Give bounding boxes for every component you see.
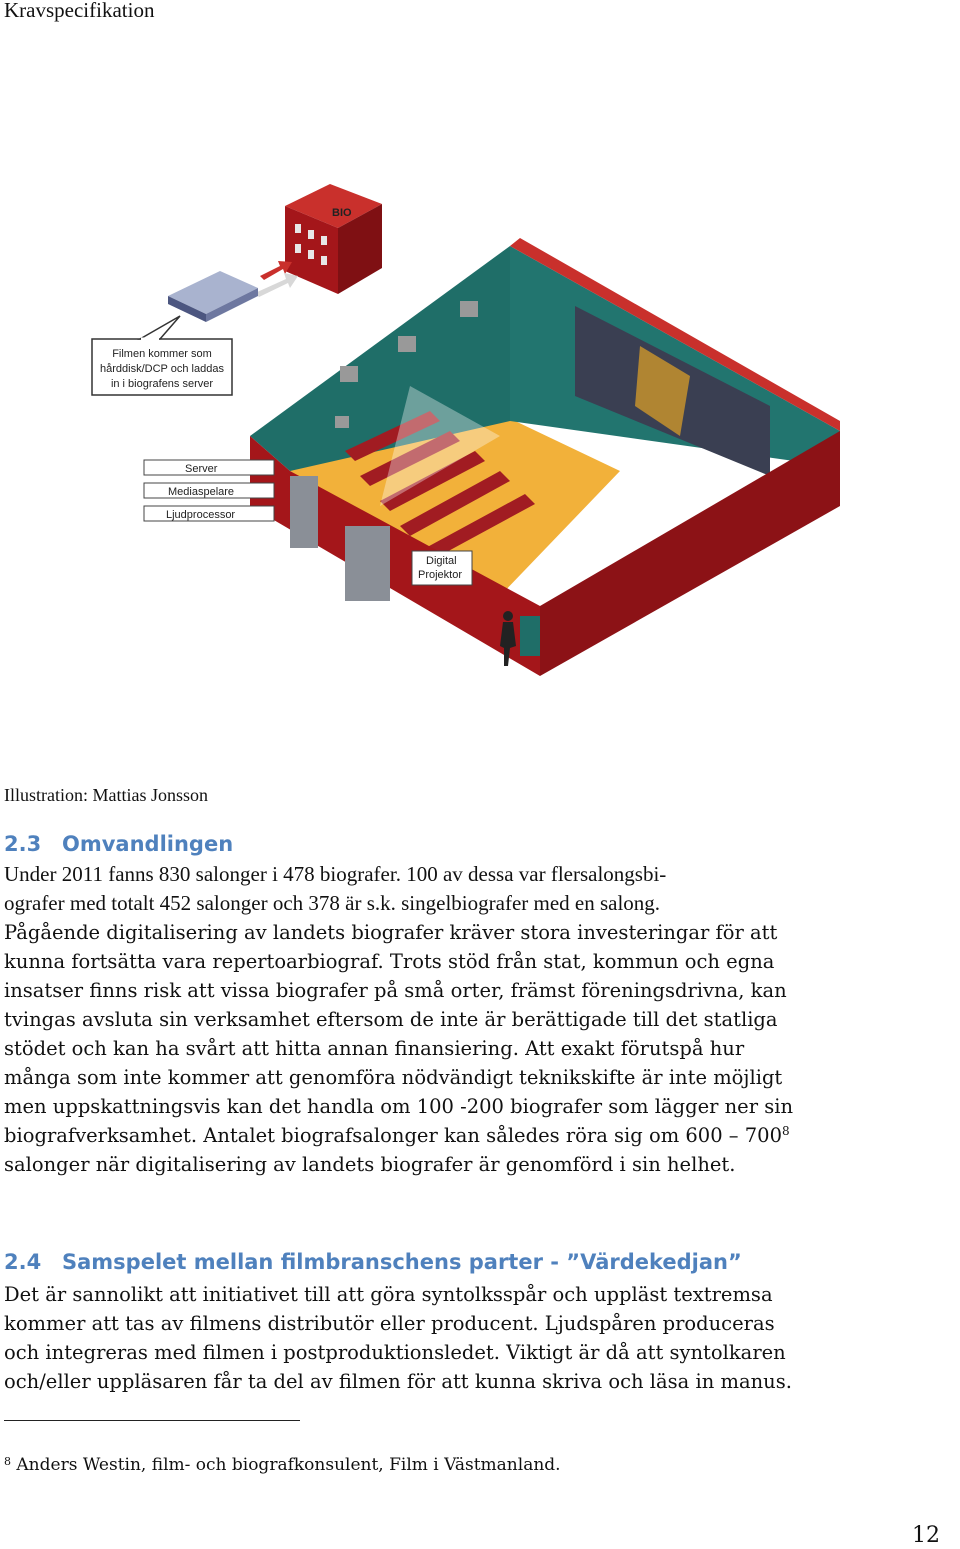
text-line: stödet och kan ha svårt att hitta annan finansiering. Att exakt förutspå hur bbox=[4, 1037, 745, 1060]
text-line: och integreras med filmen i postproduktionsledet. Viktigt är då att syntolkaren bbox=[4, 1341, 786, 1364]
page-number: 12 bbox=[912, 1523, 940, 1548]
label-ljudprocessor: Ljudprocessor bbox=[166, 509, 236, 521]
section-title: Samspelet mellan filmbranschens parter - ”Värdekedjan” bbox=[62, 1250, 742, 1274]
theater-room bbox=[250, 238, 840, 676]
footnote-number: 8 bbox=[4, 1455, 11, 1468]
building-sign: BIO bbox=[332, 207, 352, 219]
text-span: biografverksamhet. Antalet biografsalonger kan således röra sig om 600 – 700 bbox=[4, 1124, 782, 1147]
projector-label bbox=[412, 551, 472, 585]
footnote bbox=[4, 1455, 561, 1475]
label-mediaspelare: Mediaspelare bbox=[168, 486, 235, 498]
text-line: Pågående digitalisering av landets biografer kräver stora investeringar för att bbox=[4, 921, 778, 944]
footnote-separator bbox=[4, 1420, 300, 1421]
hard-disk-icon bbox=[168, 271, 258, 322]
footnote-ref: 8 bbox=[781, 1124, 790, 1138]
cinema-illustration bbox=[80, 176, 850, 676]
running-header: Kravspecifikation bbox=[4, 0, 155, 22]
bubble-line-3: in i biografens server bbox=[110, 378, 214, 390]
text-line: Under 2011 fanns 830 salonger i 478 biografer. 100 av dessa var flersalongsbi- bbox=[4, 862, 667, 886]
text-line: insatser finns risk att vissa biografer på små orter, främst föreningsdrivna, kan bbox=[4, 979, 787, 1002]
section-2-3-paragraph bbox=[4, 860, 854, 1179]
text-line: kommer att tas av filmens distributör eller producent. Ljudspåren produceras bbox=[4, 1312, 775, 1335]
text-line: salonger när digitalisering av landets biografer är genomförd i sin helhet. bbox=[4, 1153, 736, 1176]
text-line: och/eller uppläsaren får ta del av filmen för att kunna skriva och läsa in manus. bbox=[4, 1370, 792, 1393]
text-span: kunna fortsätta vara repertoarbiograf. bbox=[4, 950, 384, 973]
footnote-text: Anders Westin, film- och biografkonsulent, Film i Västmanland. bbox=[16, 1455, 561, 1475]
text-line: ografer med totalt 452 salonger och 378 är s.k. singelbiografer med en salong. bbox=[4, 891, 661, 915]
projector-label-line-2: Projektor bbox=[418, 569, 463, 581]
illustration-caption: Illustration: Mattias Jonsson bbox=[4, 785, 208, 805]
section-heading-2-3 bbox=[4, 832, 233, 856]
section-heading-2-4 bbox=[4, 1250, 742, 1274]
text-line bbox=[4, 1121, 854, 1150]
label-server: Server bbox=[185, 463, 218, 475]
cinema-building bbox=[285, 176, 382, 294]
equipment-labels bbox=[144, 460, 274, 521]
text-line: tvingas avsluta sin verksamhet eftersom de inte är berättigade till det statliga bbox=[4, 1008, 778, 1031]
section-number: 2.4 bbox=[4, 1250, 42, 1274]
bubble-line-1: Filmen kommer som bbox=[112, 348, 212, 360]
section-title: Omvandlingen bbox=[62, 832, 234, 856]
section-2-4-paragraph bbox=[4, 1280, 854, 1396]
text-line: men uppskattningsvis kan det handla om 100 -200 biografer som lägger ner sin bbox=[4, 1095, 794, 1118]
text-line: många som inte kommer att genomföra nödvändigt teknikskifte är inte möjligt bbox=[4, 1066, 783, 1089]
text-span: Trots stöd från stat, kommun och egna bbox=[383, 950, 775, 973]
bubble-line-2: hårddisk/DCP och laddas bbox=[100, 363, 224, 375]
text-line: Det är sannolikt att initiativet till att göra syntolksspår och uppläst textremsa bbox=[4, 1283, 773, 1306]
section-number: 2.3 bbox=[4, 832, 42, 856]
text-line bbox=[4, 947, 854, 976]
projector-label-line-1: Digital bbox=[426, 555, 457, 567]
speech-bubble bbox=[92, 316, 232, 395]
